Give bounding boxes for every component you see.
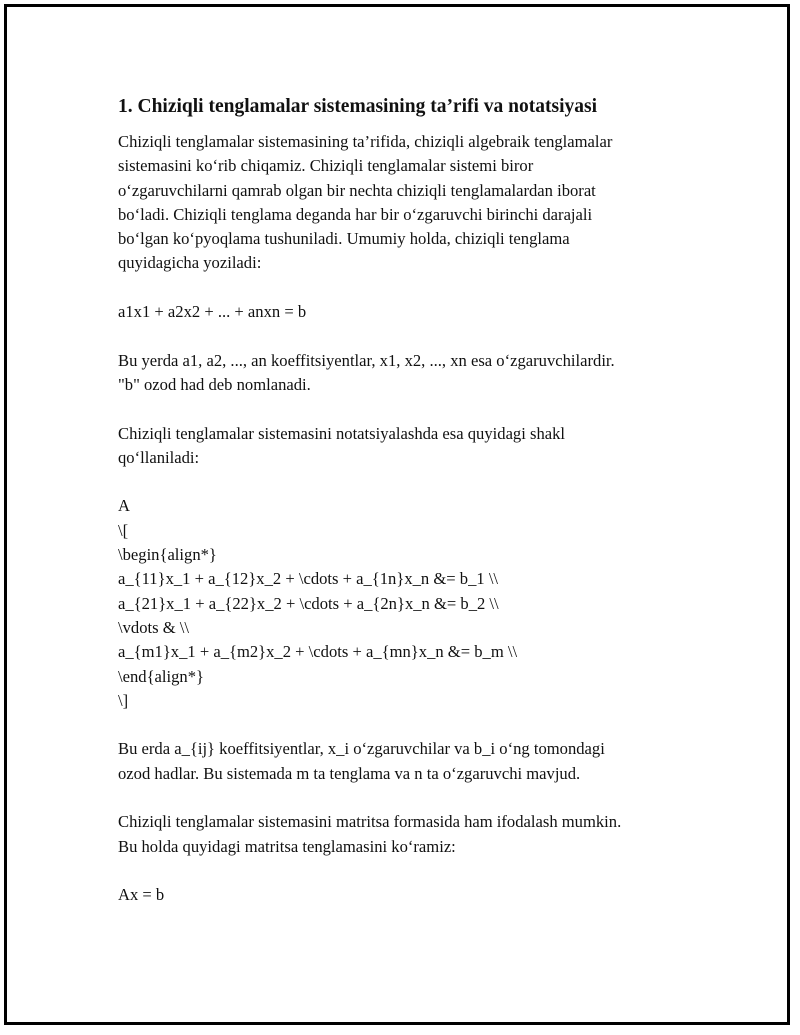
text-line: o‘zgaruvchilarni qamrab olgan bir nechta chiziqli tenglamalardan iborat bbox=[118, 180, 596, 200]
text-line: Chiziqli tenglamalar sistemasini matritsa formasida ham ifodalash mumkin. bbox=[118, 812, 622, 832]
text-line: \begin{align*} bbox=[118, 545, 217, 565]
text-line: \end{align*} bbox=[118, 666, 204, 686]
text-line: quyidagicha yoziladi: bbox=[118, 253, 262, 273]
paragraph-gap bbox=[118, 276, 698, 300]
text-line: Bu yerda a1, a2, ..., an koeffitsiyentlar, x1, x2, ..., xn esa o‘zgaruvchilardir. bbox=[118, 350, 615, 370]
text-line: a_{21}x_1 + a_{22}x_2 + \cdots + a_{2n}x_n &= b_2 \\ bbox=[118, 593, 499, 613]
text-line: Chiziqli tenglamalar sistemasini notatsiyalashda esa quyidagi shakl bbox=[118, 423, 566, 443]
text-line: Chiziqli tenglamalar sistemasining ta’rifida, chiziqli algebraik tenglamalar bbox=[118, 132, 613, 151]
paragraph-gap bbox=[118, 324, 698, 348]
paragraph bbox=[118, 810, 698, 859]
paragraph-list bbox=[118, 130, 698, 908]
text-line: \] bbox=[118, 690, 129, 710]
paragraph bbox=[118, 494, 698, 713]
paragraph bbox=[118, 300, 698, 324]
text-line: \vdots & \\ bbox=[118, 617, 189, 637]
paragraph-gap bbox=[118, 859, 698, 883]
paragraph-gap bbox=[118, 786, 698, 810]
section-heading: 1. Chiziqli tenglamalar sistemasining ta’rifi va notatsiyasi bbox=[118, 96, 598, 117]
text-line: Ax = b bbox=[118, 885, 165, 905]
paragraph-gap bbox=[118, 713, 698, 737]
document-body bbox=[118, 94, 698, 908]
paragraph bbox=[118, 883, 698, 907]
paragraph bbox=[118, 422, 698, 471]
text-line: a1x1 + a2x2 + ... + anxn = b bbox=[118, 302, 307, 322]
text-line: A bbox=[118, 496, 130, 516]
paragraph-gap bbox=[118, 397, 698, 421]
text-line: bo‘ladi. Chiziqli tenglama deganda har bir o‘zgaruvchi birinchi darajali bbox=[118, 204, 593, 224]
text-line: qo‘llaniladi: bbox=[118, 447, 200, 467]
text-line: ozod hadlar. Bu sistemada m ta tenglama va n ta o‘zgaruvchi mavjud. bbox=[118, 763, 581, 783]
text-line: bo‘lgan ko‘pyoqlama tushuniladi. Umumiy holda, chiziqli tenglama bbox=[118, 229, 570, 249]
paragraph bbox=[118, 130, 698, 276]
text-line: Bu erda a_{ij} koeffitsiyentlar, x_i o‘zgaruvchilar va b_i o‘ng tomondagi bbox=[118, 739, 605, 759]
text-line: "b" ozod had deb nomlanadi. bbox=[118, 374, 311, 394]
text-line: Bu holda quyidagi matritsa tenglamasini ko‘ramiz: bbox=[118, 836, 456, 856]
text-line: a_{m1}x_1 + a_{m2}x_2 + \cdots + a_{mn}x_n &= b_m \\ bbox=[118, 642, 518, 662]
paragraph bbox=[118, 737, 698, 786]
paragraph-gap bbox=[118, 470, 698, 494]
text-line: \[ bbox=[118, 520, 129, 540]
text-line: a_{11}x_1 + a_{12}x_2 + \cdots + a_{1n}x_n &= b_1 \\ bbox=[118, 569, 499, 589]
text-line: sistemasini ko‘rib chiqamiz. Chiziqli tenglamalar sistemi biror bbox=[118, 156, 534, 176]
paragraph bbox=[118, 349, 698, 398]
